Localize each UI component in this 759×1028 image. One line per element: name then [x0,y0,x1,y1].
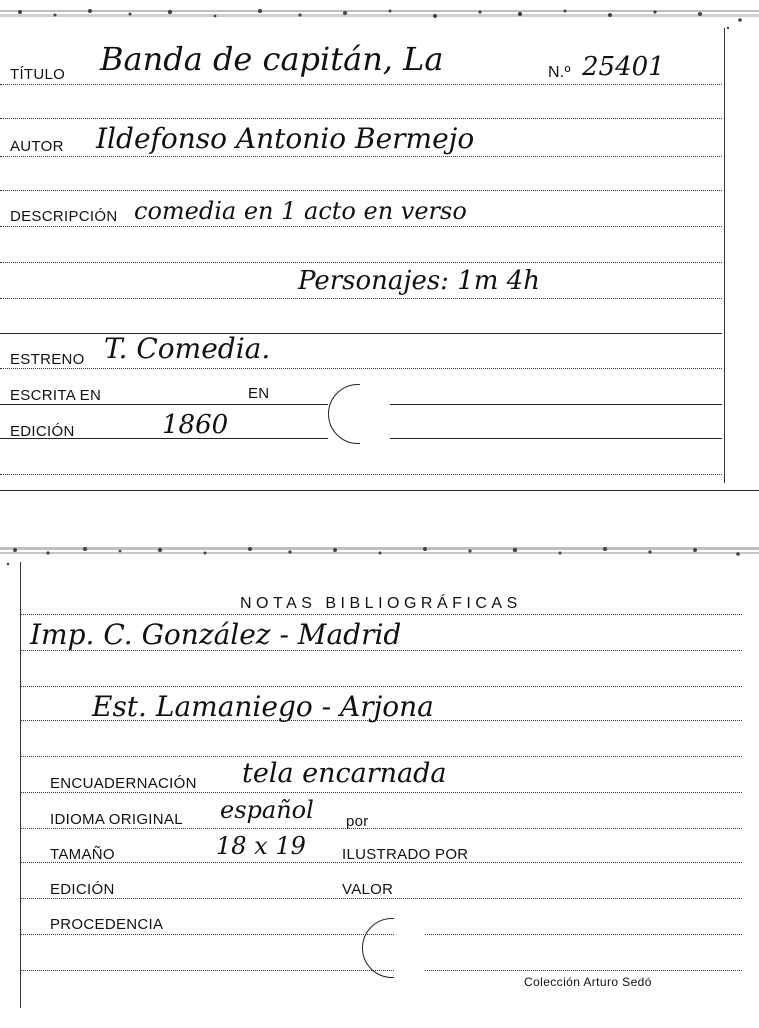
encuadernacion-value: tela encarnada [242,758,447,789]
edicion-value: 1860 [162,410,229,440]
rule-line [0,262,722,263]
personajes-value: Personajes: 1m 4h [298,266,540,296]
titulo-label: TÍTULO [10,66,66,83]
tamano-value: 18 x 19 [216,832,306,860]
card-right-border [724,28,725,483]
torn-edge-speckle [0,0,759,30]
en-label: EN [248,385,270,402]
collection-credit: Colección Arturo Sedó [524,975,652,989]
torn-edge-speckle [0,538,759,568]
idioma-original-label: IDIOMA ORIGINAL [50,811,183,828]
rule-line [20,828,742,829]
estreno-value: T. Comedia. [104,332,271,365]
ilustrado-por-label: ILUSTRADO POR [342,846,469,863]
rule-line [0,404,328,405]
rule-line [0,118,722,119]
autor-value: Ildefonso Antonio Bermejo [96,122,475,155]
edicion-label: EDICIÓN [10,423,75,440]
numero-label: N.º [548,64,571,81]
rule-line [20,614,742,615]
edicion-label: EDICIÓN [50,881,115,898]
rule-line [0,298,722,299]
escrita-en-label: ESCRITA EN [10,387,102,404]
catalog-card-bottom [0,538,759,1028]
rule-line [0,156,722,157]
rule-line [380,438,722,439]
rule-line [20,686,742,687]
valor-label: VALOR [342,881,394,898]
notas-line-1: Imp. C. González - Madrid [30,618,402,651]
rule-line [20,898,742,899]
rule-line [0,226,722,227]
por-label: por [346,813,369,830]
notas-line-2: Est. Lamaniego - Arjona [92,690,434,723]
rule-line [0,368,722,369]
rule-line [20,756,742,757]
card-separator [0,490,759,491]
estreno-label: ESTRENO [10,351,85,368]
rule-line [0,474,722,475]
catalog-card-top [0,0,759,495]
autor-label: AUTOR [10,138,64,155]
procedencia-label: PROCEDENCIA [50,916,164,933]
encuadernacion-label: ENCUADERNACIÓN [50,775,197,792]
rule-line [20,792,742,793]
rule-line [380,404,722,405]
numero-value: 25401 [582,52,665,82]
descripcion-label: DESCRIPCIÓN [10,208,118,225]
notas-heading: NOTAS BIBLIOGRÁFICAS [240,595,522,612]
descripcion-value: comedia en 1 acto en verso [134,197,467,225]
titulo-value: Banda de capitán, La [100,40,444,78]
rule-line [0,84,722,85]
idioma-original-value: español [220,796,314,824]
card-left-border [20,562,21,1008]
punch-hole-mask [394,916,424,980]
rule-line [0,190,722,191]
punch-hole-mask [360,382,390,446]
tamano-label: TAMAÑO [50,846,115,863]
